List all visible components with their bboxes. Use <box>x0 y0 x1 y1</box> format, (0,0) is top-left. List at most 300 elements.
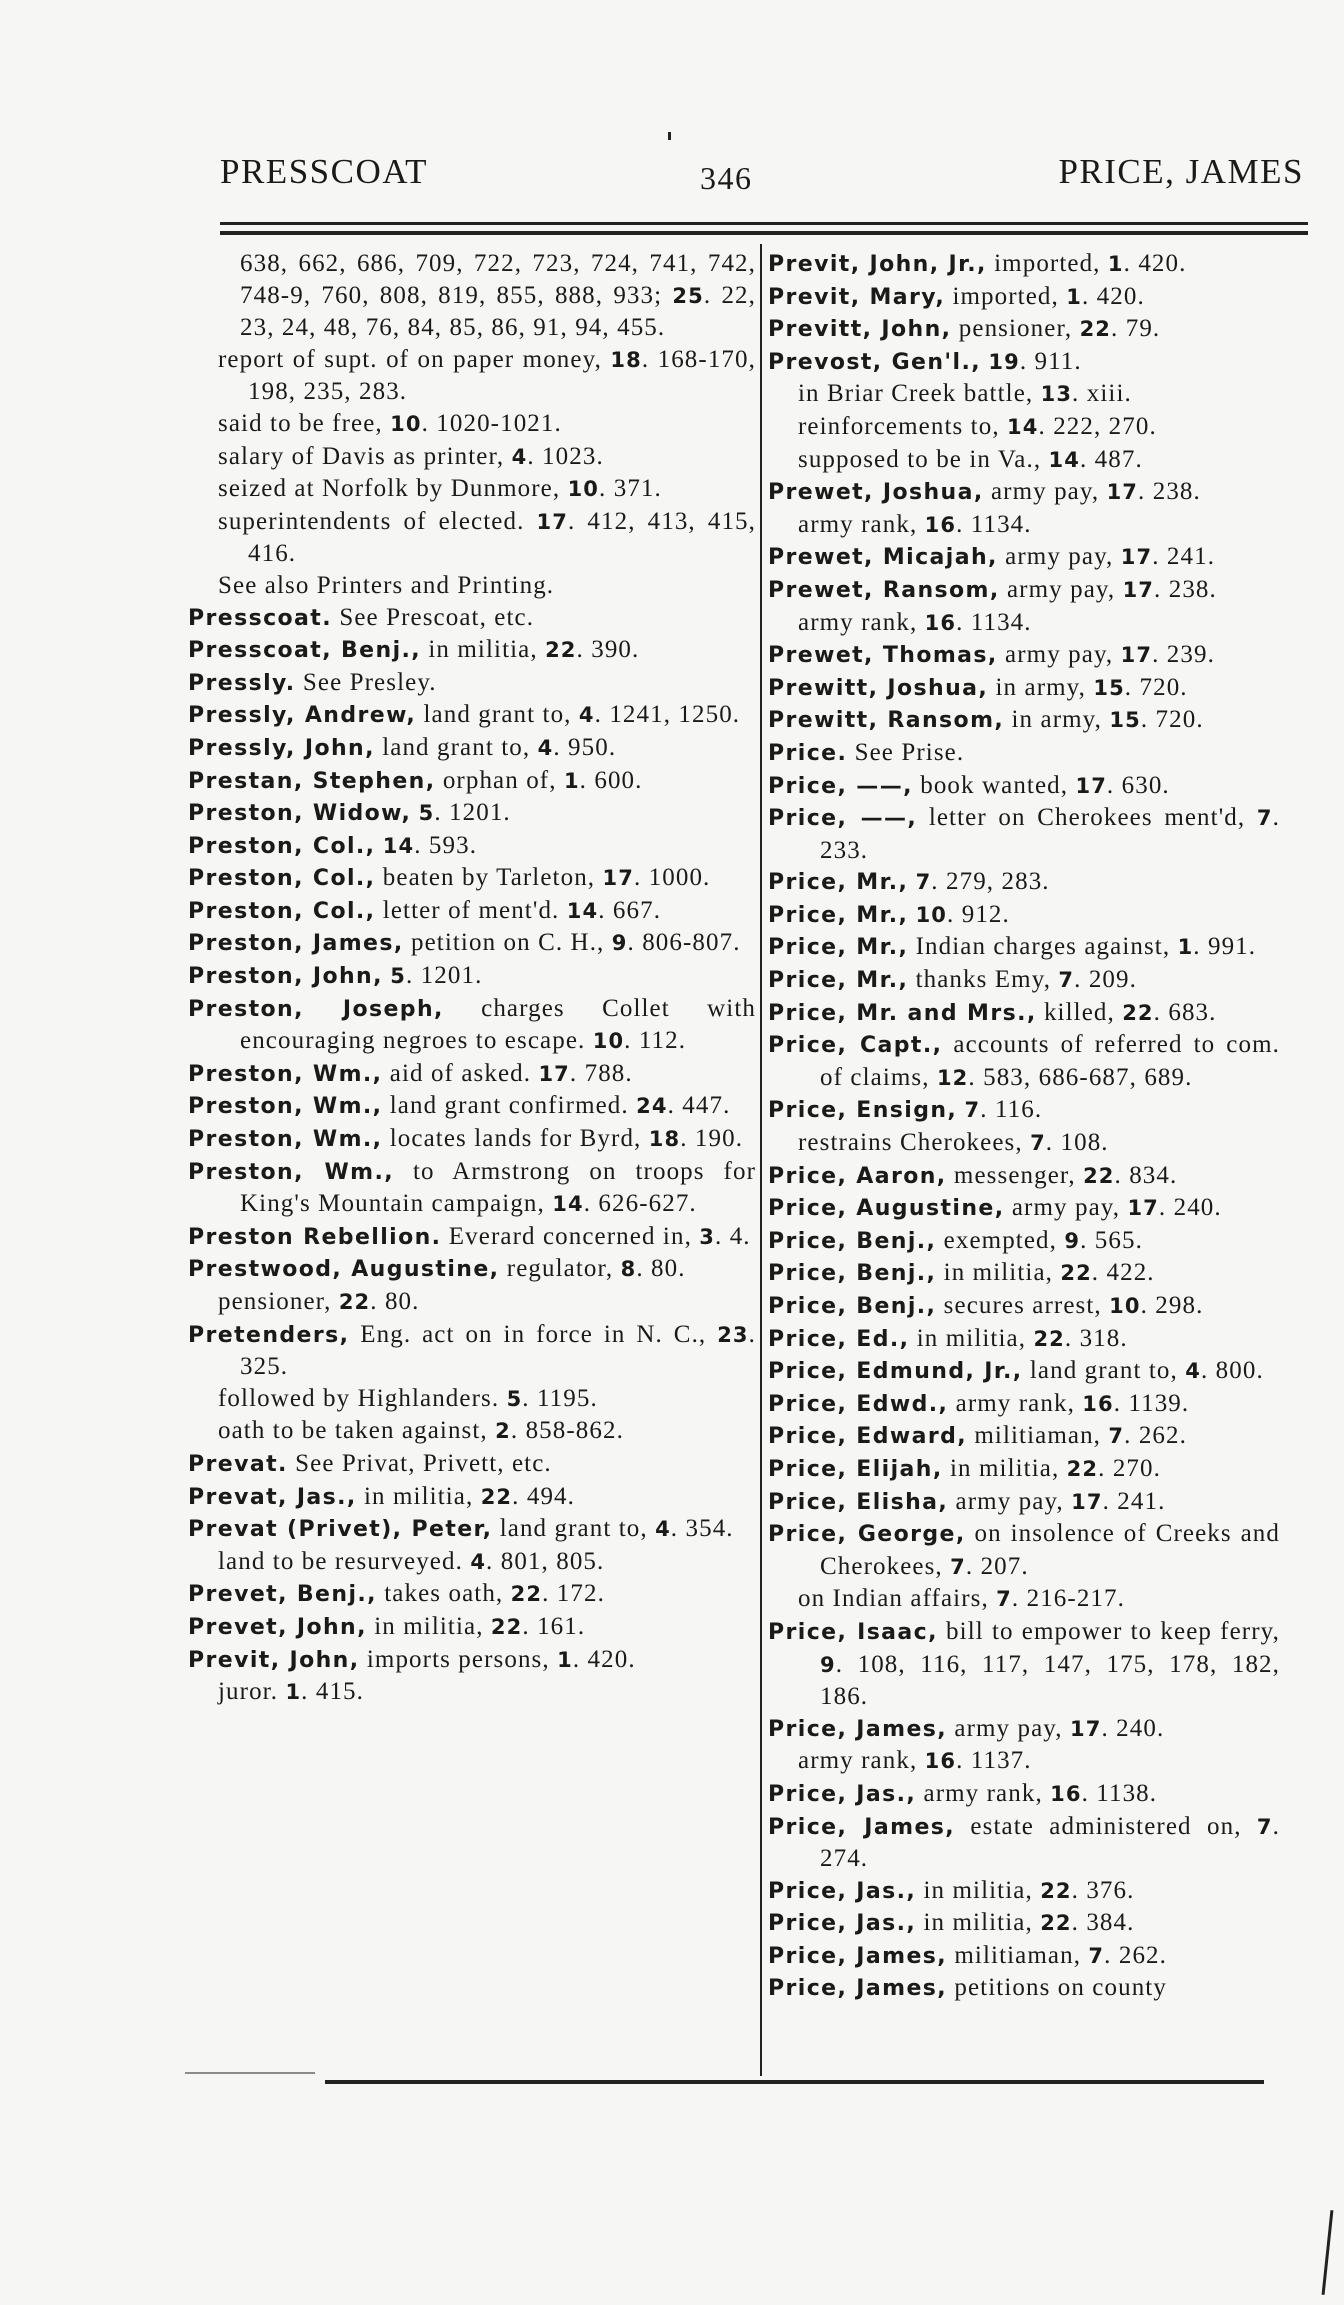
volume-number: 17 <box>1070 1716 1102 1741</box>
index-entry: Prestwood, Augustine, regulator, 8. 80. <box>188 1255 686 1283</box>
index-entry: Preston, Widow, 5. 1201. <box>188 799 511 827</box>
column-divider <box>760 244 762 2076</box>
index-subentry: army rank, 16. 1134. <box>798 608 1032 636</box>
volume-number: 9 <box>820 1652 836 1677</box>
entry-text: letter of ment'd. <box>382 896 560 924</box>
index-entry: Preston, Col., beaten by Tarleton, 17. 1000. <box>188 864 711 892</box>
volume-number: 5 <box>506 1386 523 1411</box>
entry-text: army rank, <box>923 1779 1043 1807</box>
volume-number: 14 <box>1048 447 1080 472</box>
index-entry: Prevost, Gen'l., 19. 911. <box>768 347 1082 375</box>
index-entry: Price, Aaron, messenger, 22. 834. <box>768 1161 1178 1189</box>
volume-number: 3 <box>699 1224 715 1249</box>
page-references: 80. <box>651 1255 686 1283</box>
volume-number: 9 <box>1064 1228 1081 1253</box>
running-head-right: PRICE, JAMES <box>1058 152 1304 191</box>
page-references: 240. <box>1173 1194 1222 1222</box>
page-references: 412, 413, 415, 416. <box>248 507 756 568</box>
volume-number: 18 <box>648 1127 681 1152</box>
entry-text: killed, <box>1043 998 1115 1026</box>
volume-number: 4 <box>578 703 595 728</box>
index-entry <box>768 737 1280 770</box>
index-subentry: in Briar Creek battle, 13. xiii. <box>798 380 1132 408</box>
index-entry: Price, James, militiaman, 7. 262. <box>768 1941 1167 1969</box>
volume-number: 1 <box>557 1647 573 1672</box>
entry-text: takes oath, <box>384 1580 504 1608</box>
entry-heading: Price, Mr., <box>768 935 909 961</box>
page-references: 390. <box>591 636 640 664</box>
index-entry: Price, Ensign, 7. 116. <box>768 1096 1043 1124</box>
volume-number: 16 <box>1082 1391 1114 1416</box>
entry-text: accounts of referred to com. of claims, <box>820 1031 1280 1091</box>
index-subentry: seized at Norfolk by Dunmore, 10. 371. <box>218 475 662 503</box>
entry-heading: Price, Jas., <box>768 1911 917 1937</box>
entry-heading: Preston, Col., <box>188 898 376 924</box>
index-entry: Pressly, Andrew, land grant to, 4. 1241, 1250. <box>188 701 741 729</box>
page-references: 565. <box>1094 1226 1143 1254</box>
entry-heading: Price, Mr., <box>768 870 909 896</box>
entry-text: pensioner, <box>958 315 1073 343</box>
entry-text: Everard concerned in, <box>448 1222 692 1250</box>
volume-number: 16 <box>924 512 957 537</box>
page-references: 422. <box>1106 1259 1155 1287</box>
page-references: 667. <box>612 896 662 924</box>
page-references: 788. <box>584 1059 633 1087</box>
entry-text: land grant confirmed. <box>389 1092 629 1120</box>
index-entry: Preston, Col., 14. 593. <box>188 831 478 859</box>
page-references: 1000. <box>648 864 711 892</box>
page-references: 241. <box>1117 1487 1166 1515</box>
volume-number: 7 <box>1256 1814 1273 1839</box>
entry-heading: Price, Capt., <box>768 1033 943 1059</box>
entry-text: juror. <box>218 1678 279 1706</box>
page-references: 233. <box>820 836 869 864</box>
entry-heading: Prevat. <box>188 1451 288 1477</box>
index-entry: Price, Isaac, bill to empower to keep ferry, 9. 108, 116, 117, 147, 175, 178, 182, 186. <box>768 1617 1281 1711</box>
page-references: 190. <box>694 1125 744 1153</box>
entry-heading: Prewitt, Ransom, <box>768 708 1005 734</box>
entry-heading: Price, Ensign, <box>768 1098 958 1124</box>
entry-heading: Preston, Joseph, <box>188 996 444 1022</box>
volume-number: 22 <box>545 638 577 663</box>
page-references: 240. <box>1116 1714 1165 1742</box>
index-entry: Preston, Wm., aid of asked. 17. 788. <box>188 1059 633 1087</box>
page-references: 683. <box>1168 998 1217 1026</box>
entry-heading: Previtt, John, <box>768 317 952 343</box>
entry-text: report of supt. of on paper money, <box>218 345 602 373</box>
entry-heading: Price, ——, <box>768 773 913 799</box>
entry-heading: Prewet, Ransom, <box>768 577 1000 603</box>
page-references: 79. <box>1125 315 1161 343</box>
volume-number: 10 <box>390 411 422 436</box>
entry-text: seized at Norfolk by Dunmore, <box>218 475 561 503</box>
page-references: 912. <box>961 900 1010 928</box>
page-references: 325. <box>240 1353 289 1381</box>
index-entry: Prevat (Privet), Peter, land grant to, 4. 354. <box>188 1515 734 1543</box>
volume-number: 15 <box>1093 675 1125 700</box>
index-entry <box>188 602 756 635</box>
footer-rule <box>325 2080 1264 2084</box>
index-subentry: army rank, 16. 1137. <box>798 1747 1032 1775</box>
entry-heading: Price, Augustine, <box>768 1196 1005 1222</box>
index-column-right <box>768 248 1280 2005</box>
entry-text: estate administered on, <box>970 1812 1242 1840</box>
page-references: 1134. <box>970 608 1032 636</box>
entry-heading: Price, Edmund, Jr., <box>768 1359 1023 1385</box>
entry-text: army pay, <box>1005 543 1114 571</box>
entry-heading: Pressly. <box>188 670 296 696</box>
volume-number: 13 <box>1040 382 1073 407</box>
entry-heading: Price, James, <box>768 1943 948 1969</box>
entry-text: bill to empower to keep ferry, <box>946 1617 1280 1645</box>
index-entry: Price, Benj., secures arrest, 10. 298. <box>768 1292 1204 1319</box>
page-references: 262. <box>1138 1422 1187 1450</box>
index-subentry: salary of Davis as printer, 4. 1023. <box>218 442 604 470</box>
entry-heading: Prestan, Stephen, <box>188 768 436 794</box>
index-entry: Price, Elisha, army pay, 17. 241. <box>768 1487 1166 1515</box>
entry-text: on Indian affairs, <box>798 1585 989 1613</box>
index-subentry <box>188 570 756 602</box>
entry-text: militiaman, <box>954 1941 1082 1969</box>
entry-heading: Price, Elijah, <box>768 1456 943 1482</box>
volume-number: 7 <box>915 870 932 895</box>
volume-number: 22 <box>1040 1911 1072 1936</box>
page-references: 858-862. <box>525 1417 624 1445</box>
index-entry <box>188 667 756 700</box>
index-subentry: said to be free, 10. 1020-1021. <box>218 409 562 437</box>
entry-heading: Price, Elisha, <box>768 1489 949 1515</box>
page-references: 1201. <box>449 799 511 827</box>
page-references: 168-170, 198, 235, 283. <box>248 345 756 406</box>
volume-number: 22 <box>1122 1000 1154 1025</box>
volume-number: 22 <box>490 1614 523 1639</box>
volume-number: 23 <box>717 1322 749 1347</box>
page-references: 420. <box>1096 282 1145 310</box>
page-references: 371. <box>613 475 662 503</box>
page-references: 384. <box>1086 1909 1135 1937</box>
entry-text: army rank, <box>955 1389 1075 1417</box>
entry-text: army rank, <box>798 510 918 538</box>
volume-number: 17 <box>1120 545 1153 570</box>
index-entry: Price, Jas., in militia, 22. 384. <box>768 1909 1135 1937</box>
volume-number: 14 <box>552 1192 584 1217</box>
index-subentry: reinforcements to, 14. 222, 270. <box>798 412 1157 440</box>
page-references: 494. <box>526 1482 575 1510</box>
entry-text: aid of asked. <box>389 1059 532 1087</box>
index-entry: Prevet, Benj., takes oath, 22. 172. <box>188 1580 605 1608</box>
entry-heading: Prevet, John, <box>188 1614 367 1640</box>
entry-heading: Preston, James, <box>188 931 404 957</box>
index-entry: Price, Edmund, Jr., land grant to, 4. 800. <box>768 1357 1264 1385</box>
page-references: 415. <box>315 1678 365 1706</box>
entry-text: letter on Cherokees ment'd, <box>928 804 1246 832</box>
footer-rule <box>185 2072 315 2074</box>
index-entry <box>768 1972 1280 2005</box>
volume-number: 4 <box>511 444 528 469</box>
page-references: 720. <box>1155 706 1204 734</box>
entry-text: to Armstrong on troops for King's Mountain campaign, <box>240 1157 756 1218</box>
volume-number: 22 <box>1066 1456 1099 1481</box>
scan-speck <box>668 132 671 140</box>
page-references: 216-217. <box>1026 1585 1125 1613</box>
page-references: 1020-1021. <box>436 409 562 437</box>
entry-text: messenger, <box>953 1161 1076 1189</box>
page-references: 108, 116, 117, 147, 175, 178, 182, 186. <box>820 1650 1281 1711</box>
page-references: 238. <box>1152 478 1201 506</box>
volume-number: 19 <box>988 349 1020 374</box>
entry-text: militiaman, <box>974 1422 1102 1450</box>
page-references: 207. <box>980 1552 1029 1580</box>
index-entry: Preston, James, petition on C. H., 9. 806-807. <box>188 929 741 957</box>
entry-text: imports persons, <box>366 1645 550 1673</box>
index-entry: Price, Ed., in militia, 22. 318. <box>768 1324 1128 1352</box>
index-entry: Preston, Col., letter of ment'd. 14. 667. <box>188 896 662 924</box>
index-entry: Preston Rebellion. Everard concerned in, 3. 4. <box>188 1222 751 1250</box>
entry-heading: Prevat (Privet), Peter, <box>188 1517 493 1543</box>
index-entry: Previt, John, Jr., imported, 1. 420. <box>768 250 1187 277</box>
page-references: 279, 283. <box>946 868 1050 896</box>
entry-text: land grant to, <box>499 1515 648 1543</box>
entry-text: regulator, <box>506 1255 614 1283</box>
entry-text: petitions on county <box>954 1974 1167 2002</box>
volume-number: 22 <box>1060 1261 1092 1286</box>
page-references: 108. <box>1060 1129 1109 1157</box>
index-entry: Price, George, on insolence of Creeks and Cherokees, 7. 207. <box>768 1520 1280 1580</box>
index-entry: Pretenders, Eng. act on in force in N. C., 23. 325. <box>188 1320 756 1381</box>
volume-number: 4 <box>470 1549 487 1574</box>
volume-number: 17 <box>1071 1489 1103 1514</box>
page-references: 22, 23, 24, 48, 76, 84, 85, 86, 91, 94, 455. <box>240 281 756 342</box>
page-references: 354. <box>685 1515 734 1543</box>
index-entry: Price, Augustine, army pay, 17. 240. <box>768 1194 1222 1222</box>
entry-text: See also Printers and Printing. <box>218 571 555 599</box>
index-entry: Prewet, Joshua, army pay, 17. 238. <box>768 478 1201 506</box>
index-entry: Price, Mr., 7. 279, 283. <box>768 868 1050 896</box>
index-entry: Preston, Wm., locates lands for Byrd, 18. 190. <box>188 1125 744 1153</box>
entry-text: followed by Highlanders. <box>218 1384 500 1412</box>
volume-number: 1 <box>1107 252 1124 276</box>
page-references: 593. <box>428 831 478 859</box>
entry-text: See Prise. <box>854 738 965 766</box>
entry-text: in militia, <box>374 1612 484 1640</box>
entry-heading: Price, Benj., <box>768 1294 937 1319</box>
page-references: 1139. <box>1128 1389 1190 1417</box>
page-references: 172. <box>556 1580 605 1608</box>
entry-text: reinforcements to, <box>798 412 1000 440</box>
entry-text: supposed to be in Va., <box>798 445 1042 473</box>
volume-number: 9 <box>611 931 628 956</box>
entry-text: restrains Cherokees, <box>798 1129 1023 1157</box>
entry-heading: Price, Aaron, <box>768 1163 947 1189</box>
volume-number: 2 <box>495 1419 511 1444</box>
header-rule <box>220 231 1308 235</box>
volume-number: 14 <box>382 833 415 858</box>
entry-text: exempted, <box>943 1226 1058 1254</box>
entry-heading: Preston, Wm., <box>188 1159 395 1185</box>
page-references: 161. <box>537 1612 586 1640</box>
entry-text: Indian charges against, <box>915 933 1171 961</box>
volume-number: 7 <box>964 1098 981 1123</box>
volume-number: 4 <box>537 735 554 760</box>
entry-text: army pay, <box>954 1714 1063 1742</box>
entry-text: army pay, <box>1011 1194 1121 1222</box>
page-references: 241. <box>1166 543 1216 571</box>
entry-heading: Preston, Widow, <box>188 801 412 827</box>
index-subentry: on Indian affairs, 7. 216-217. <box>798 1585 1125 1613</box>
volume-number: 22 <box>1040 1878 1072 1903</box>
entry-text: land grant to, <box>423 701 572 729</box>
volume-number: 10 <box>915 902 948 927</box>
page-references: 209. <box>1088 966 1137 994</box>
volume-number: 14 <box>566 898 599 923</box>
scan-mark <box>1322 2210 1334 2295</box>
volume-number: 10 <box>567 477 600 502</box>
entry-heading: Pressly, Andrew, <box>188 703 417 729</box>
entry-text: salary of Davis as printer, <box>218 442 505 470</box>
page-references: 1201. <box>420 962 483 990</box>
entry-heading: Prevet, Benj., <box>188 1582 377 1608</box>
entry-heading: Preston, Wm., <box>188 1127 383 1153</box>
page-references: 834. <box>1129 1161 1178 1189</box>
entry-text: army rank, <box>798 1747 918 1775</box>
entry-heading: Preston Rebellion. <box>188 1224 442 1250</box>
index-entry: Price, ——, book wanted, 17. 630. <box>768 771 1170 799</box>
entry-text: beaten by Tarleton, <box>382 864 596 892</box>
page-references: 1241, 1250. <box>609 701 741 729</box>
volume-number: 16 <box>924 610 957 635</box>
page-references: 487. <box>1094 445 1143 473</box>
page-references: 1195. <box>537 1384 598 1412</box>
entry-heading: Price, Jas., <box>768 1781 917 1807</box>
entry-heading: Prewet, Micajah, <box>768 545 998 571</box>
entry-heading: Price, James, <box>768 1976 948 2002</box>
index-entry: Price, Edwd., army rank, 16. 1139. <box>768 1389 1190 1417</box>
index-entry: Prewet, Ransom, army pay, 17. 238. <box>768 575 1217 603</box>
entry-heading: Prevost, Gen'l., <box>768 349 982 375</box>
volume-number: 1 <box>563 768 580 793</box>
entry-heading: Preston, Col., <box>188 866 376 892</box>
page-references: 112. <box>638 1027 687 1055</box>
index-entry: Price, Benj., exempted, 9. 565. <box>768 1226 1143 1254</box>
volume-number: 24 <box>636 1094 668 1119</box>
page-references: 4. <box>729 1222 751 1250</box>
volume-number: 16 <box>924 1749 957 1774</box>
page-references: 318. <box>1079 1324 1128 1352</box>
volume-number: 8 <box>620 1257 637 1282</box>
page-references: 630. <box>1121 771 1170 799</box>
index-entry: Prewitt, Ransom, in army, 15. 720. <box>768 706 1204 734</box>
entry-text: charges Collet with encouraging negroes to escape. <box>240 994 756 1055</box>
entry-text: army pay, <box>990 478 1100 506</box>
entry-heading: Previt, John, Jr., <box>768 252 987 277</box>
entry-text: See Presley. <box>302 668 437 696</box>
index-entry: Price, Jas., in militia, 22. 376. <box>768 1876 1135 1904</box>
entry-text: land grant to, <box>382 733 531 761</box>
entry-text: army pay, <box>1005 641 1114 669</box>
index-entry: Presscoat, Benj., in militia, 22. 390. <box>188 636 640 664</box>
index-entry: Preston, Wm., land grant confirmed. 24. 447. <box>188 1092 731 1120</box>
entry-text: See Prescoat, etc. <box>339 603 535 631</box>
page-references: 239. <box>1166 641 1215 669</box>
page-references: 911. <box>1034 347 1082 375</box>
volume-number: 16 <box>1050 1781 1082 1806</box>
index-entry: Previt, John, imports persons, 1. 420. <box>188 1645 636 1673</box>
index-entry: Price, James, estate administered on, 7. 274. <box>768 1812 1280 1873</box>
entry-text: land grant to, <box>1029 1357 1178 1385</box>
index-entry: Price, Mr., thanks Emy, 7. 209. <box>768 966 1137 994</box>
entry-heading: Prevat, Jas., <box>188 1484 357 1510</box>
index-subentry: restrains Cherokees, 7. 108. <box>798 1129 1109 1157</box>
index-entry: Pressly, John, land grant to, 4. 950. <box>188 733 617 761</box>
index-entry: Prewitt, Joshua, in army, 15. 720. <box>768 673 1188 701</box>
index-entry: Price, Mr., 10. 912. <box>768 900 1010 928</box>
page-references: 1023. <box>542 442 604 470</box>
volume-number: 7 <box>1256 806 1273 831</box>
page-references: 274. <box>820 1845 869 1873</box>
page-references: 626-627. <box>598 1190 697 1218</box>
index-entry: Preston, Wm., to Armstrong on troops for King's Mountain campaign, 14. 626-627. <box>188 1157 756 1218</box>
volume-number: 10 <box>1109 1294 1141 1318</box>
volume-number: 17 <box>1106 480 1139 505</box>
entry-heading: Preston, John, <box>188 964 383 990</box>
page-references: 801, 805. <box>500 1547 605 1575</box>
index-entry: Prestan, Stephen, orphan of, 1. 600. <box>188 766 643 794</box>
entry-heading: Price, James, <box>768 1814 956 1840</box>
entry-heading: Price, Jas., <box>768 1878 917 1904</box>
volume-number: 17 <box>1075 773 1107 798</box>
running-head-left: PRESSCOAT <box>220 152 429 191</box>
index-entry: Previtt, John, pensioner, 22. 79. <box>768 315 1161 343</box>
page-references: 80. <box>384 1288 420 1315</box>
index-entry: Price, Benj., in militia, 22. 422. <box>768 1259 1155 1287</box>
entry-text: in militia, <box>428 636 538 664</box>
volume-number: 15 <box>1109 708 1141 733</box>
page-references: 800. <box>1215 1357 1264 1385</box>
volume-number: 14 <box>1007 414 1039 439</box>
index-subentry: land to be resurveyed. 4. 801, 805. <box>218 1547 605 1575</box>
entry-text: imported, <box>994 250 1101 277</box>
entry-heading: Price, Benj., <box>768 1228 937 1254</box>
index-subentry: supposed to be in Va., 14. 487. <box>798 445 1143 473</box>
entry-text: on insolence of Creeks and Cherokees, <box>820 1520 1280 1580</box>
entry-text: in militia, <box>923 1876 1033 1904</box>
index-entry: Price, Jas., army rank, 16. 1138. <box>768 1779 1158 1807</box>
index-entry: Price, Elijah, in militia, 22. 270. <box>768 1454 1161 1482</box>
entry-heading: Pretenders, <box>188 1322 350 1348</box>
volume-number: 17 <box>1120 643 1153 668</box>
entry-text: army pay, <box>1006 575 1116 603</box>
entry-heading: Price, Mr. and Mrs., <box>768 1000 1037 1026</box>
volume-number: 22 <box>510 1582 543 1607</box>
entry-text: land to be resurveyed. <box>218 1547 463 1575</box>
page-references: 238. <box>1168 575 1217 603</box>
entry-heading: Price, Benj., <box>768 1261 937 1287</box>
page-references: 806-807. <box>642 929 741 957</box>
entry-heading: Price, Edwd., <box>768 1391 949 1417</box>
volume-number: 22 <box>1033 1326 1065 1351</box>
entry-text: Eng. act on in force in N. C., <box>360 1320 707 1348</box>
volume-number: 12 <box>936 1065 969 1090</box>
entry-text: orphan of, <box>442 766 557 794</box>
entry-text: petition on C. H., <box>411 929 605 957</box>
volume-number: 7 <box>996 1587 1012 1612</box>
index-entry: Prewet, Thomas, army pay, 17. 239. <box>768 641 1215 669</box>
volume-number: 10 <box>592 1029 625 1054</box>
index-entry: Price, ——, letter on Cherokees ment'd, 7. 233. <box>768 804 1280 864</box>
entry-text: book wanted, <box>920 771 1069 799</box>
entry-heading: Preston, Col., <box>188 833 376 859</box>
entry-text: 638, 662, 686, 709, 722, 723, 724, 741, 742, 748-9, 760, 808, 819, 855, 888, 933; <box>240 250 756 309</box>
